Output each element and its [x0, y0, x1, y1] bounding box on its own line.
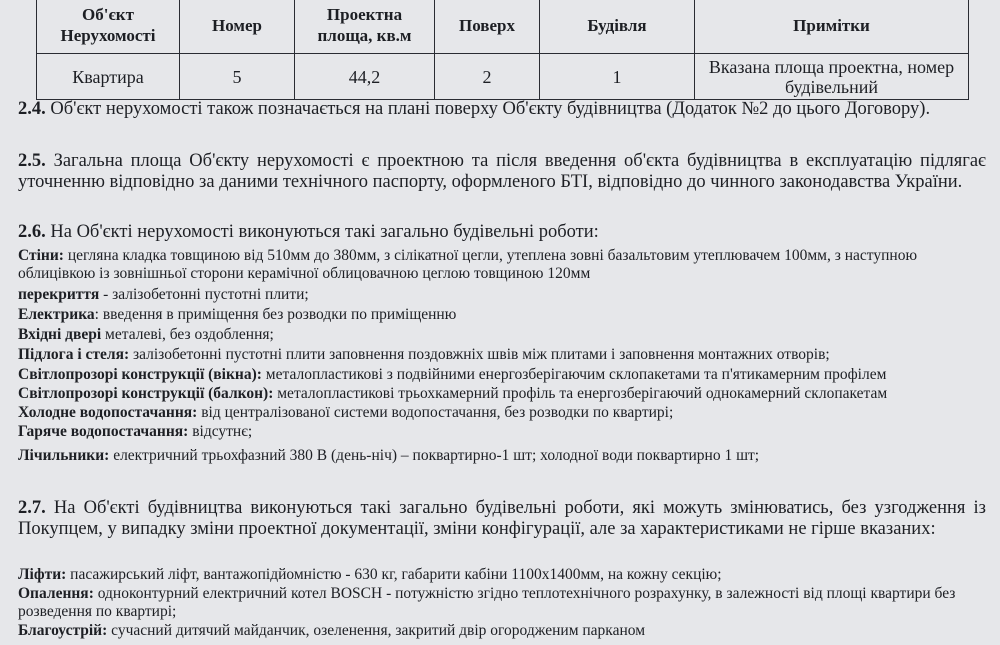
- list-item: [18, 585, 986, 621]
- list-item: [18, 247, 986, 283]
- item-label: Вхідні двері: [18, 326, 102, 343]
- item-text: - залізобетонні пустотні плити;: [99, 286, 309, 303]
- list-item: [18, 326, 986, 344]
- list-item: [18, 306, 986, 324]
- list-item: [18, 346, 986, 364]
- cell-floor: 2: [435, 54, 540, 100]
- item-label: Світлопрозорі конструкції (балкон):: [18, 385, 274, 402]
- section-number: 2.7.: [18, 498, 46, 518]
- item-text: відсутнє;: [188, 423, 253, 440]
- cell-building: 1: [540, 54, 695, 100]
- item-text: : введення в приміщення без розводки по приміщенню: [94, 306, 457, 323]
- item-text: сучасний дитячий майданчик, озеленення, закритий двір огородженим парканом: [107, 622, 646, 639]
- header-number: Номер: [180, 0, 295, 54]
- header-building: Будівля: [540, 0, 695, 54]
- section-number: 2.6.: [18, 222, 46, 242]
- list-item: [18, 423, 986, 441]
- works-2-7-list: [18, 566, 986, 640]
- table-row: [37, 54, 969, 100]
- item-label: Опалення:: [18, 585, 94, 602]
- cell-area: 44,2: [295, 54, 435, 100]
- section-2-6: [18, 222, 986, 243]
- header-floor: Поверх: [435, 0, 540, 54]
- item-text: від централізованої системи водопостачання, без розводки по квартирі;: [197, 404, 674, 421]
- section-text: Загальна площа Об'єкту нерухомості є проектною та після введення об'єкта будівництва в експлуатацію підлягає уточненню відповідно за даними технічного паспорту, оформленого БТІ, відповідно до чинного законодавства України.: [18, 151, 986, 192]
- item-text: металопластикові з подвійними енергозберігаючим склопакетами та п'ятикамерним профілем: [261, 366, 887, 383]
- list-item: [18, 622, 986, 640]
- section-text: Об'єкт нерухомості також позначається на плані поверху Об'єкту будівництва (Додаток №2 до цього Договору).: [45, 99, 931, 119]
- list-item: [18, 404, 986, 422]
- list-item: [18, 366, 986, 384]
- section-2-5: [18, 151, 986, 193]
- header-object: Об'єкт Нерухомості: [37, 0, 180, 54]
- item-text: пасажирський ліфт, вантажопідйомністю - 630 кг, габарити кабіни 1100х1400мм, на кожну секцію;: [66, 566, 722, 583]
- item-text: залізобетонні пустотні плити заповнення поздовжніх швів між плитами і заповнення монтажних отворів;: [129, 346, 830, 363]
- works-2-6-list: [18, 247, 986, 465]
- item-text: одноконтурний електричний котел BOSCH - потужністю згідно теплотехнічного розрахунку, в залежності від площі квартири без розведення по квартирі;: [18, 585, 956, 620]
- item-label: Електрика: [18, 306, 95, 323]
- item-label: Холодне водопостачання:: [18, 404, 198, 421]
- table-header-row: [37, 0, 969, 54]
- header-area: Проектна площа, кв.м: [295, 0, 435, 54]
- list-item: [18, 566, 986, 584]
- item-text: металеві, без оздоблення;: [101, 326, 274, 343]
- section-number: 2.4.: [18, 99, 46, 119]
- item-label: Благоустрій:: [18, 622, 108, 639]
- cell-notes: Вказана площа проектна, номер будівельний: [695, 54, 969, 100]
- item-text: електричний трьохфазний 380 В (день-ніч) – поквартирно-1 шт; холодної води поквартирно 1 шт;: [109, 447, 760, 464]
- list-item: [18, 385, 986, 403]
- section-2-4: [18, 99, 986, 120]
- item-text: металопластикові трьохкамерний профіль та енергозберігаючий однокамерний склопакетам: [273, 385, 888, 402]
- item-label: Стіни:: [18, 247, 64, 264]
- item-label: Ліфти:: [18, 566, 67, 583]
- item-text: цегляна кладка товщиною від 510мм до 380мм, з сілікатної цегли, утеплена зовні базальтовим утеплювачем 100мм, з наступною облицівкою із зовнішньої сторони керамічної облицовачною цеглою товщиною 120мм: [18, 247, 918, 282]
- item-label: Гаряче водопостачання:: [18, 423, 189, 440]
- section-2-7: [18, 498, 986, 540]
- item-label: перекриття: [18, 286, 100, 303]
- list-item: [18, 447, 986, 465]
- list-item: [18, 286, 986, 304]
- item-label: Підлога і стеля:: [18, 346, 130, 363]
- header-notes: Примітки: [695, 0, 969, 54]
- item-label: Лічильники:: [18, 447, 110, 464]
- property-table: [36, 0, 969, 100]
- section-text: На Об'єкті будівництва виконуються такі загально будівельні роботи, які можуть змінюватись, без узгодження із Покупцем, у випадку зміни проектної документації, зміни конфігурації, але за характеристиками не гірше вказаних:: [18, 498, 986, 539]
- section-number: 2.5.: [18, 151, 46, 171]
- cell-number: 5: [180, 54, 295, 100]
- section-text: На Об'єкті нерухомості виконуються такі загально будівельні роботи:: [45, 222, 599, 242]
- cell-object: Квартира: [37, 54, 180, 100]
- item-label: Світлопрозорі конструкції (вікна):: [18, 366, 262, 383]
